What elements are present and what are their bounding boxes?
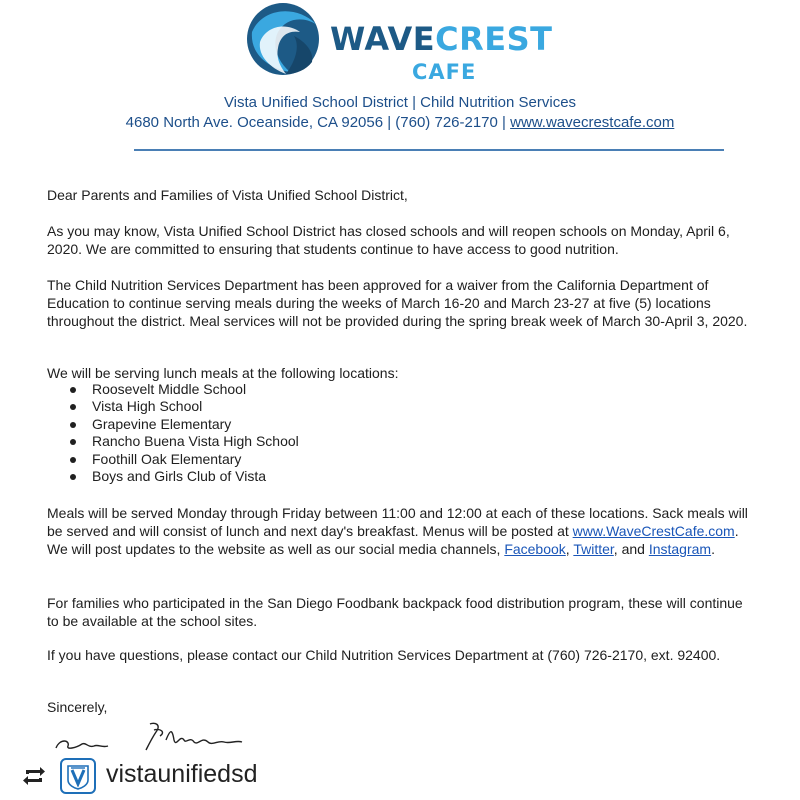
closing: Sincerely, [47, 699, 108, 715]
paragraph-waiver: The Child Nutrition Services Department has been approved for a waiver from the California Department of Education to continue serving meals during the weeks of March 16-20 and March 23-27 at five (5) locations throughout the district. Meal services will not be provided during the spring break week of March 30-April 3, 2020. [47, 277, 748, 329]
locations-intro: We will be serving lunch meals at the following locations: [47, 365, 399, 381]
website-link-body[interactable]: www.WaveCrestCafe.com [572, 523, 735, 539]
repost-username[interactable]: vistaunifiedsd [106, 760, 258, 788]
paragraph-meal-times: Meals will be served Monday through Friday between 11:00 and 12:00 at each of these locations. Sack meals will be served and will consist of lunch and next day's breakfast. Menus will be posted at www.WaveCrestCafe.com. We will post updates to the website as well as our social media channels, Facebook, Twitter, and Instagram. [47, 505, 748, 557]
locations-list [70, 381, 299, 485]
website-link[interactable]: www.wavecrestcafe.com [510, 114, 675, 131]
list-item: Rancho Buena Vista High School [70, 433, 299, 450]
wave-logo-icon [246, 2, 320, 76]
list-item: Grapevine Elementary [70, 416, 299, 433]
signature [52, 718, 262, 752]
address-line: 4680 North Ave. Oceanside, CA 92056 | (760) 726-2170 | www.wavecrestcafe.com [125, 114, 675, 131]
repost-icon[interactable] [20, 762, 48, 790]
brand-subtitle: CAFE [412, 60, 477, 84]
instagram-link[interactable]: Instagram [648, 541, 712, 557]
header-divider [134, 149, 724, 151]
school-district-logo-icon [62, 760, 94, 792]
paragraph-foodbank: For families who participated in the San Diego Foodbank backpack food distribution program, these will continue to be available at the school sites. [47, 595, 743, 629]
facebook-link[interactable]: Facebook [504, 541, 566, 557]
list-item: Boys and Girls Club of Vista [70, 468, 299, 485]
brand-name: WAVECREST [330, 20, 553, 58]
wavecrest-logo [246, 2, 556, 88]
twitter-link[interactable]: Twitter [573, 541, 614, 557]
paragraph-closure: As you may know, Vista Unified School District has closed schools and will reopen schools on Monday, April 6, 2020. We are committed to ensuring that students continue to have access to good nutrition. [47, 223, 730, 257]
paragraph-contact: If you have questions, please contact our Child Nutrition Services Department at (760) 726-2170, ext. 92400. [47, 647, 721, 663]
avatar[interactable] [60, 758, 96, 794]
district-line: Vista Unified School District | Child Nutrition Services [223, 94, 577, 111]
list-item: Roosevelt Middle School [70, 381, 299, 398]
list-item: Vista High School [70, 398, 299, 415]
repost-bar [0, 752, 800, 800]
salutation: Dear Parents and Families of Vista Unified School District, [47, 187, 408, 203]
list-item: Foothill Oak Elementary [70, 451, 299, 468]
